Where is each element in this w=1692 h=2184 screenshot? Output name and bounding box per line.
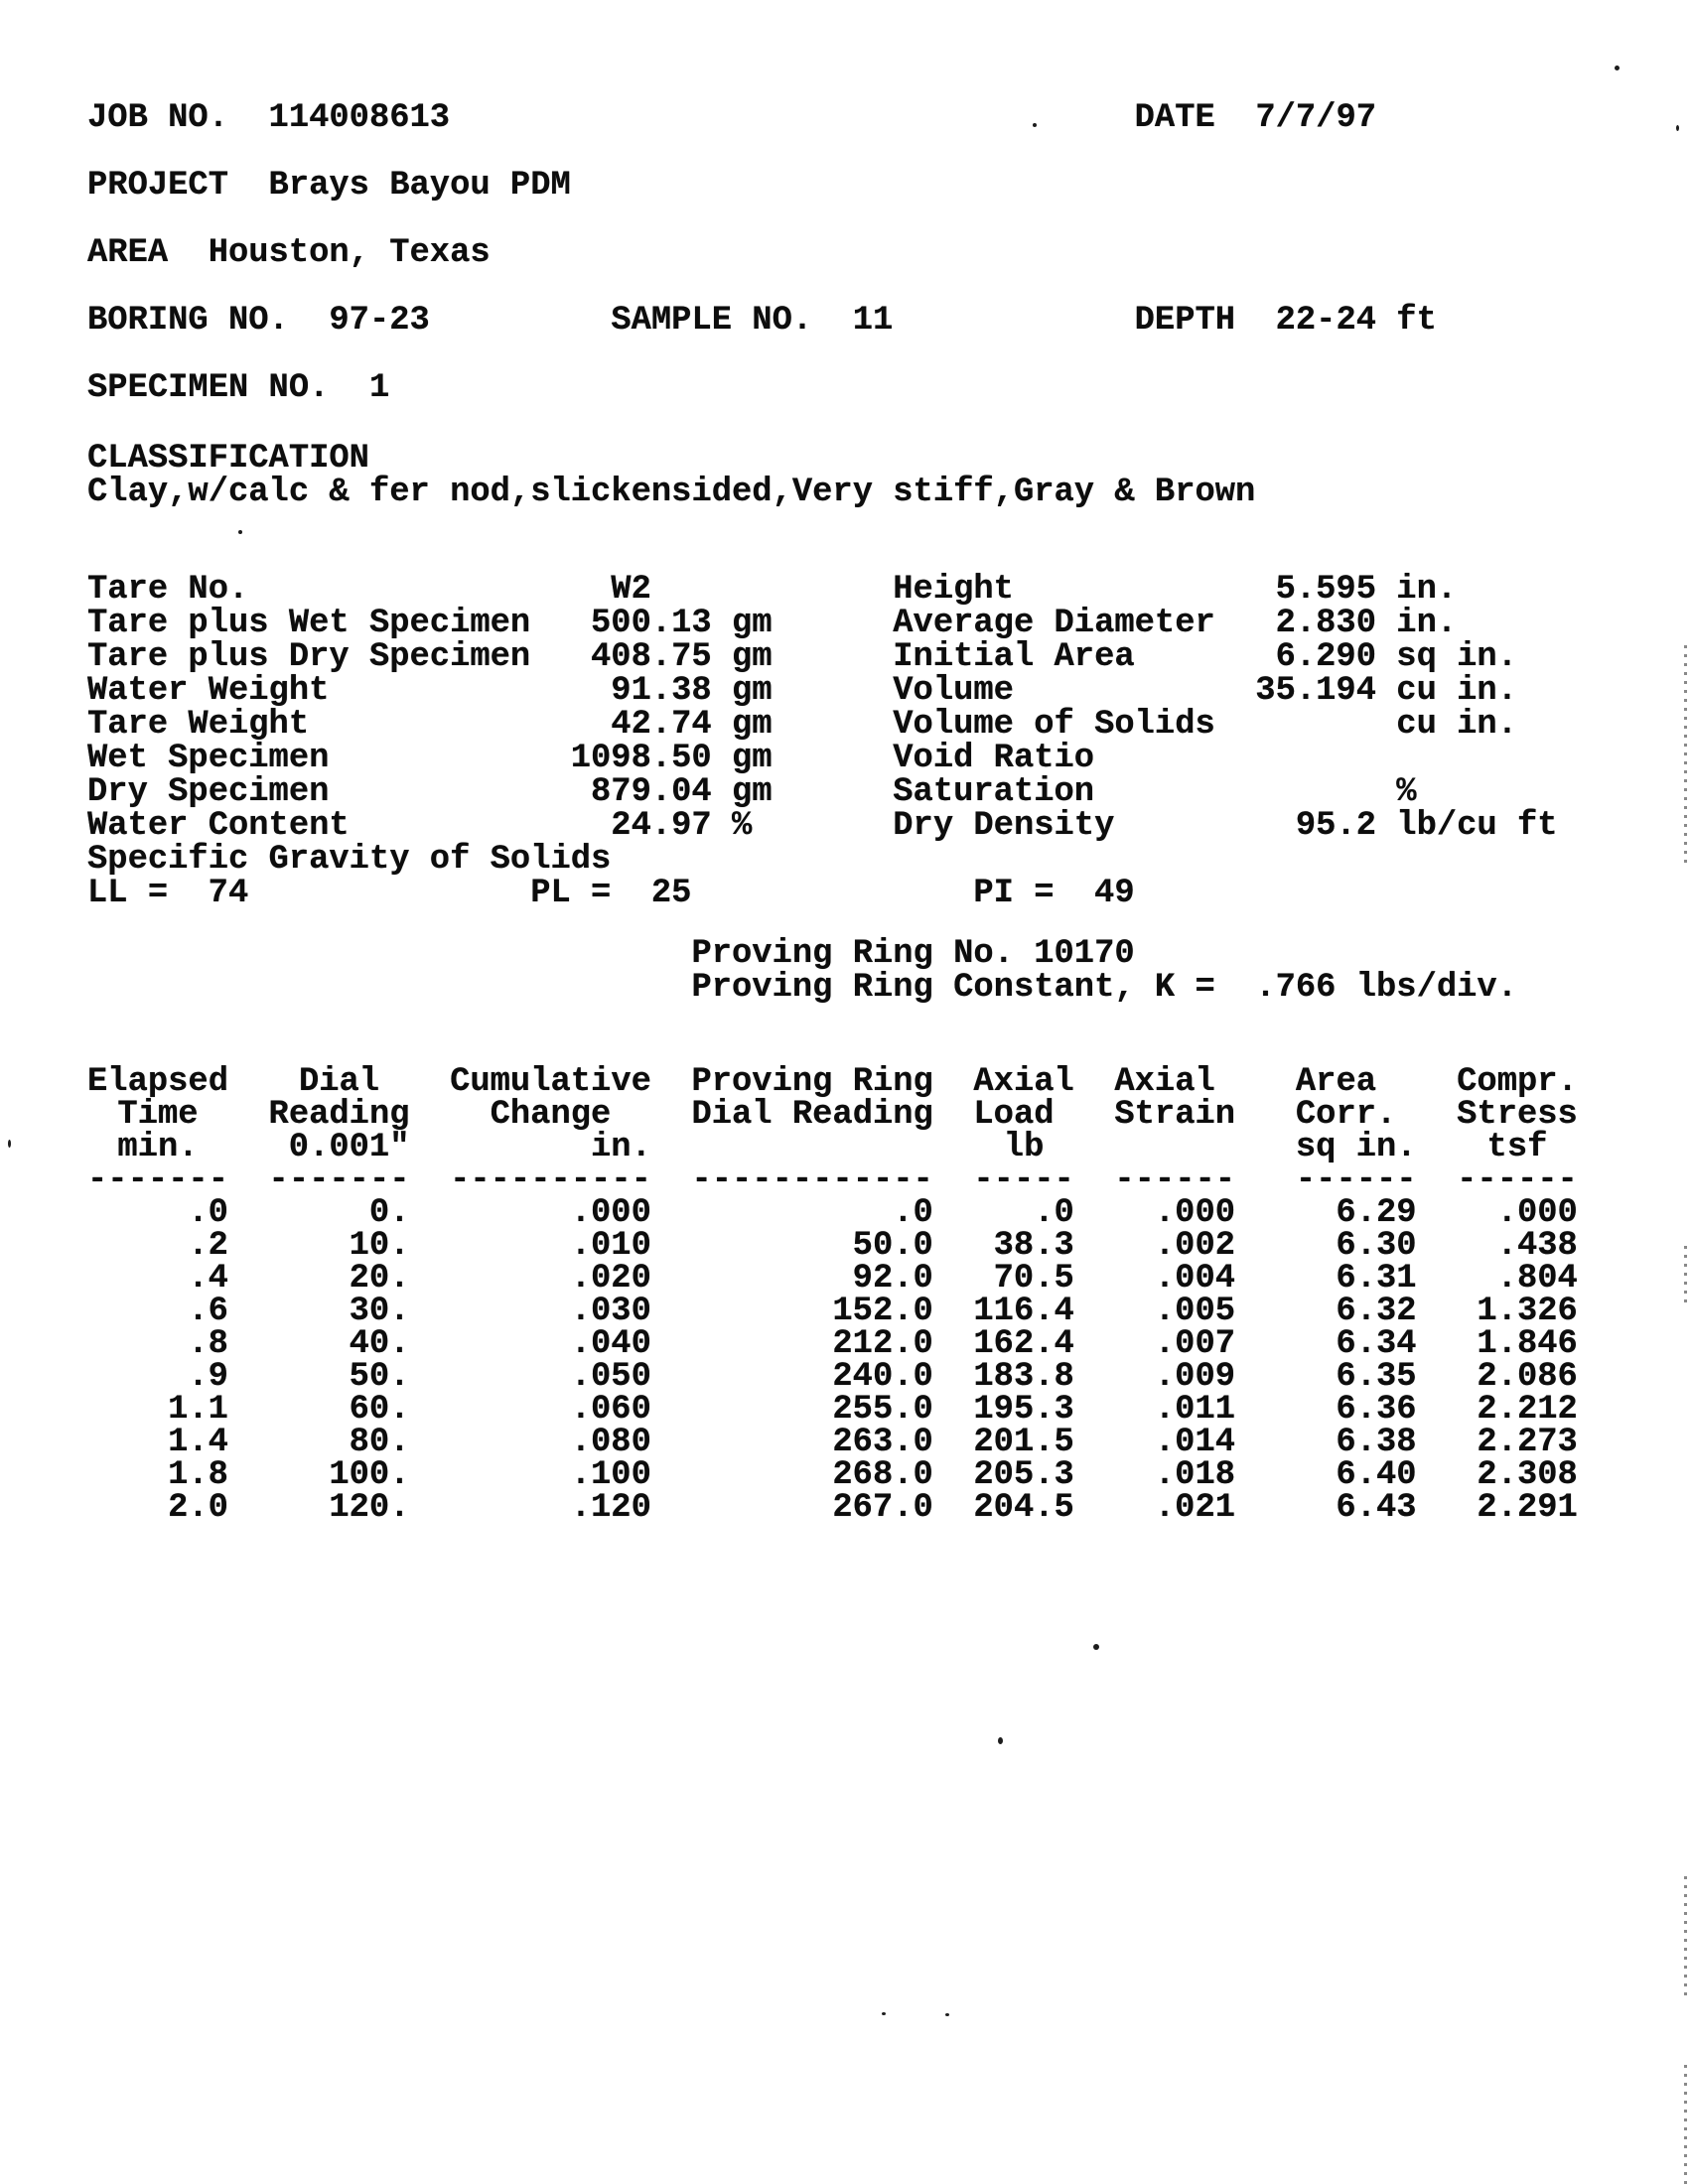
spec-right-unit: cu in. (1396, 706, 1517, 744)
rule-dashes: ------- (87, 1161, 228, 1199)
col-header-load: Load (973, 1096, 1055, 1134)
project-label: PROJECT (87, 167, 228, 205)
spec-left-value: W2 (611, 571, 651, 609)
cell-compr-stress: 2.273 (1477, 1424, 1578, 1461)
spec-right-value: 6.290 (1275, 638, 1376, 676)
col-unit-min: min. (117, 1129, 199, 1166)
scan-edge-artifact (1684, 1876, 1687, 1995)
col-unit-inch: 0.001" (288, 1129, 410, 1166)
area-label: AREA (87, 234, 169, 272)
cell-dial-reading: 60. (349, 1391, 410, 1429)
col-header-axial-strain: Axial (1114, 1063, 1215, 1101)
cell-area-corr: 6.36 (1336, 1391, 1417, 1429)
spec-left-unit: gm (732, 638, 773, 676)
col-header-stress: Stress (1457, 1096, 1578, 1134)
specimen-data-row (87, 674, 1692, 708)
cell-cumulative-change: .000 (570, 1194, 651, 1232)
rule-dashes: ------- (268, 1161, 410, 1199)
cell-axial-strain: .014 (1154, 1424, 1236, 1461)
cell-cumulative-change: .030 (570, 1293, 651, 1330)
table-header-row-2 (87, 1098, 1692, 1132)
spec-left-label: Water Weight (87, 672, 330, 710)
col-header-compr: Compr. (1457, 1063, 1578, 1101)
cell-dial-reading: 50. (349, 1358, 410, 1396)
spec-left-unit: gm (732, 740, 773, 777)
spec-left-value: 500.13 (591, 605, 712, 642)
spec-left-unit: gm (732, 706, 773, 744)
spec-right-unit: lb/cu ft (1396, 807, 1558, 845)
spec-right-unit: cu in. (1396, 672, 1517, 710)
area-value: Houston, Texas (208, 234, 491, 272)
cell-axial-strain: .004 (1154, 1260, 1236, 1297)
col-header-area: Area (1295, 1063, 1377, 1101)
cell-elapsed-time: .0 (188, 1194, 228, 1232)
proving-ring-no-line (87, 937, 1692, 971)
col-header-strain: Strain (1114, 1096, 1236, 1134)
spec-right-label: Dry Density (893, 807, 1115, 845)
scan-speck (1033, 123, 1037, 127)
rule-dashes: ------ (1457, 1161, 1578, 1199)
scan-speck (1093, 1644, 1099, 1650)
cell-axial-strain: .011 (1154, 1391, 1236, 1429)
col-header-axial-load: Axial (973, 1063, 1074, 1101)
cell-area-corr: 6.31 (1336, 1260, 1417, 1297)
rule-dashes: ------ (1295, 1161, 1417, 1199)
specimen-no-label: SPECIMEN NO. (87, 369, 330, 407)
cell-elapsed-time: .8 (188, 1325, 228, 1363)
cell-area-corr: 6.43 (1336, 1489, 1417, 1527)
rule-dashes: ------ (1114, 1161, 1236, 1199)
col-unit-sq-in: sq in. (1295, 1129, 1417, 1166)
table-row (87, 1262, 1692, 1296)
cell-axial-strain: .018 (1154, 1456, 1236, 1494)
cell-cumulative-change: .060 (570, 1391, 651, 1429)
cell-proving-ring-dial: 50.0 (852, 1227, 933, 1265)
proving-ring-constant-label: Proving Ring Constant, K = (691, 969, 1215, 1007)
boring-no-value: 97-23 (329, 302, 430, 340)
scan-speck (998, 1737, 1003, 1744)
spec-left-value: 879.04 (591, 773, 712, 811)
spec-right-label: Volume of Solids (893, 706, 1215, 744)
proving-ring-constant-unit: lbs/div. (1355, 969, 1517, 1007)
rule-dashes: ---------- (450, 1161, 651, 1199)
specimen-data-row (87, 742, 1692, 775)
cell-axial-strain: .007 (1154, 1325, 1236, 1363)
pl-value: 25 (650, 875, 692, 912)
cell-proving-ring-dial: 212.0 (832, 1325, 933, 1363)
cell-dial-reading: 80. (349, 1424, 410, 1461)
col-header-dial-reading: Dial Reading (691, 1096, 933, 1134)
pi-label: PI = (973, 875, 1055, 912)
area-line (87, 236, 1692, 270)
cell-axial-strain: .005 (1154, 1293, 1236, 1330)
spec-left-label: Tare Weight (87, 706, 310, 744)
col-header-proving-ring: Proving Ring (691, 1063, 933, 1101)
cell-compr-stress: .438 (1496, 1227, 1578, 1265)
scan-speck (945, 2013, 949, 2016)
table-row (87, 1196, 1692, 1230)
depth-value: 22-24 ft (1275, 302, 1437, 340)
cell-axial-load: 205.3 (973, 1456, 1074, 1494)
spec-right-label: Initial Area (893, 638, 1135, 676)
cell-elapsed-time: .6 (188, 1293, 228, 1330)
cell-compr-stress: 2.212 (1477, 1391, 1578, 1429)
specimen-data-row (87, 573, 1692, 607)
spec-right-label: Volume (893, 672, 1014, 710)
col-header-time: Time (117, 1096, 199, 1134)
table-row (87, 1458, 1692, 1492)
cell-cumulative-change: .010 (570, 1227, 651, 1265)
cell-axial-load: 116.4 (973, 1293, 1074, 1330)
cell-dial-reading: 100. (329, 1456, 410, 1494)
spec-left-label: Wet Specimen (87, 740, 330, 777)
cell-cumulative-change: .020 (570, 1260, 651, 1297)
table-row (87, 1295, 1692, 1328)
cell-compr-stress: 2.291 (1477, 1489, 1578, 1527)
specimen-data-row (87, 809, 1692, 843)
table-row (87, 1327, 1692, 1361)
col-unit-lb: lb (1003, 1129, 1045, 1166)
cell-cumulative-change: .100 (570, 1456, 651, 1494)
job-date-line (87, 101, 1692, 135)
cell-axial-load: 201.5 (973, 1424, 1074, 1461)
pi-value: 49 (1094, 875, 1135, 912)
spec-left-value: 408.75 (591, 638, 712, 676)
cell-compr-stress: .804 (1496, 1260, 1578, 1297)
atterberg-limits-line (87, 877, 1692, 910)
boring-sample-depth-line (87, 304, 1692, 338)
cell-axial-load: 183.8 (973, 1358, 1074, 1396)
table-header-row-3 (87, 1131, 1692, 1164)
spec-right-value: 2.830 (1275, 605, 1376, 642)
spec-right-value: 95.2 (1295, 807, 1376, 845)
col-header-dial: Dial (298, 1063, 380, 1101)
spec-left-label: Tare No. (87, 571, 249, 609)
scan-speck (8, 1140, 11, 1148)
col-header-elapsed: Elapsed (87, 1063, 228, 1101)
cell-elapsed-time: 2.0 (168, 1489, 228, 1527)
table-row (87, 1491, 1692, 1525)
scan-edge-artifact (1684, 645, 1687, 864)
cell-elapsed-time: 1.8 (168, 1456, 228, 1494)
scan-speck (238, 530, 242, 534)
cell-compr-stress: 2.308 (1477, 1456, 1578, 1494)
cell-dial-reading: 10. (349, 1227, 410, 1265)
proving-ring-constant-line (87, 971, 1692, 1005)
pl-label: PL = (530, 875, 612, 912)
spec-left-label: Dry Specimen (87, 773, 330, 811)
col-header-reading: Reading (268, 1096, 410, 1134)
cell-elapsed-time: .2 (188, 1227, 228, 1265)
cell-dial-reading: 0. (368, 1194, 410, 1232)
spec-left-value: 24.97 (611, 807, 712, 845)
cell-area-corr: 6.38 (1336, 1424, 1417, 1461)
spec-right-unit: % (1396, 773, 1417, 811)
cell-axial-strain: .000 (1154, 1194, 1236, 1232)
cell-dial-reading: 120. (329, 1489, 410, 1527)
sample-no-value: 11 (852, 302, 894, 340)
col-unit-tsf: tsf (1486, 1129, 1548, 1166)
job-no-label: JOB NO. (87, 99, 228, 137)
cell-cumulative-change: .080 (570, 1424, 651, 1461)
cell-proving-ring-dial: 240.0 (832, 1358, 933, 1396)
date-value: 7/7/97 (1255, 99, 1377, 137)
cell-axial-load: 195.3 (973, 1391, 1074, 1429)
spec-left-value: 91.38 (611, 672, 712, 710)
cell-area-corr: 6.30 (1336, 1227, 1417, 1265)
cell-compr-stress: 1.846 (1477, 1325, 1578, 1363)
cell-axial-load: 204.5 (973, 1489, 1074, 1527)
spec-right-label: Average Diameter (893, 605, 1215, 642)
spec-left-unit: % (732, 807, 753, 845)
table-row (87, 1229, 1692, 1263)
cell-elapsed-time: 1.4 (168, 1424, 228, 1461)
spec-left-label: Tare plus Wet Specimen (87, 605, 531, 642)
scan-edge-artifact (1684, 2065, 1687, 2184)
date-label: DATE (1134, 99, 1215, 137)
classification-description-line (87, 476, 1692, 509)
classification-heading-line (87, 442, 1692, 476)
cell-compr-stress: 1.326 (1477, 1293, 1578, 1330)
cell-dial-reading: 30. (349, 1293, 410, 1330)
cell-proving-ring-dial: 152.0 (832, 1293, 933, 1330)
spec-right-label: Void Ratio (893, 740, 1095, 777)
cell-axial-load: .0 (1034, 1194, 1074, 1232)
spec-right-label: Saturation (893, 773, 1095, 811)
boring-no-label: BORING NO. (87, 302, 289, 340)
table-header-row-1 (87, 1065, 1692, 1099)
project-line (87, 169, 1692, 203)
table-row (87, 1360, 1692, 1394)
ll-label: LL = (87, 875, 169, 912)
rule-dashes: ----- (973, 1161, 1074, 1199)
spec-left-value: 42.74 (611, 706, 712, 744)
spec-right-unit: sq in. (1396, 638, 1517, 676)
cell-area-corr: 6.40 (1336, 1456, 1417, 1494)
cell-compr-stress: 2.086 (1477, 1358, 1578, 1396)
cell-cumulative-change: .120 (570, 1489, 651, 1527)
specimen-no-line (87, 371, 1692, 405)
specimen-data-row (87, 775, 1692, 809)
cell-proving-ring-dial: 255.0 (832, 1391, 933, 1429)
spec-right-value: 35.194 (1255, 672, 1376, 710)
cell-area-corr: 6.35 (1336, 1358, 1417, 1396)
cell-area-corr: 6.32 (1336, 1293, 1417, 1330)
classification-description: Clay,w/calc & fer nod,slickensided,Very stiff,Gray & Brown (87, 474, 1256, 511)
specific-gravity-label: Specific Gravity of Solids (87, 841, 612, 879)
project-value: Brays Bayou PDM (268, 167, 571, 205)
cell-area-corr: 6.29 (1336, 1194, 1417, 1232)
specimen-data-row (87, 607, 1692, 640)
cell-axial-strain: .021 (1154, 1489, 1236, 1527)
ll-value: 74 (208, 875, 249, 912)
classification-label: CLASSIFICATION (87, 440, 369, 478)
cell-elapsed-time: .4 (188, 1260, 228, 1297)
specimen-data-row (87, 640, 1692, 674)
specimen-no-value: 1 (368, 369, 390, 407)
cell-axial-load: 162.4 (973, 1325, 1074, 1363)
scan-speck (882, 2012, 886, 2015)
spec-left-unit: gm (732, 773, 773, 811)
scan-edge-artifact (1684, 1246, 1687, 1305)
cell-cumulative-change: .050 (570, 1358, 651, 1396)
spec-right-unit: in. (1396, 605, 1458, 642)
proving-ring-no-value: 10170 (1034, 935, 1135, 973)
cell-dial-reading: 40. (349, 1325, 410, 1363)
scan-speck (1676, 125, 1679, 131)
job-no-value: 114008613 (268, 99, 451, 137)
cell-cumulative-change: .040 (570, 1325, 651, 1363)
proving-ring-constant-value: .766 (1255, 969, 1337, 1007)
table-header-rule-row (87, 1163, 1692, 1197)
table-row (87, 1393, 1692, 1427)
col-header-corr: Corr. (1295, 1096, 1397, 1134)
cell-area-corr: 6.34 (1336, 1325, 1417, 1363)
scan-speck (1615, 66, 1620, 70)
col-header-change: Change (490, 1096, 612, 1134)
table-row (87, 1426, 1692, 1459)
cell-proving-ring-dial: 92.0 (852, 1260, 933, 1297)
spec-right-label: Height (893, 571, 1014, 609)
cell-elapsed-time: .9 (188, 1358, 228, 1396)
cell-axial-strain: .009 (1154, 1358, 1236, 1396)
sample-no-label: SAMPLE NO. (611, 302, 813, 340)
spec-left-unit: gm (732, 605, 773, 642)
spec-right-value: 5.595 (1275, 571, 1376, 609)
cell-compr-stress: .000 (1496, 1194, 1578, 1232)
spec-left-value: 1098.50 (570, 740, 712, 777)
cell-proving-ring-dial: 267.0 (832, 1489, 933, 1527)
cell-proving-ring-dial: 268.0 (832, 1456, 933, 1494)
specimen-data-row (87, 708, 1692, 742)
specific-gravity-line (87, 843, 1692, 877)
spec-left-unit: gm (732, 672, 773, 710)
col-header-cumulative: Cumulative (450, 1063, 651, 1101)
cell-axial-strain: .002 (1154, 1227, 1236, 1265)
spec-right-unit: in. (1396, 571, 1458, 609)
rule-dashes: ------------ (691, 1161, 933, 1199)
cell-dial-reading: 20. (349, 1260, 410, 1297)
cell-elapsed-time: 1.1 (168, 1391, 228, 1429)
spec-left-label: Water Content (87, 807, 350, 845)
proving-ring-no-label: Proving Ring No. (691, 935, 1014, 973)
cell-proving-ring-dial: 263.0 (832, 1424, 933, 1461)
depth-label: DEPTH (1134, 302, 1236, 340)
col-unit-in: in. (591, 1129, 651, 1166)
spec-left-label: Tare plus Dry Specimen (87, 638, 531, 676)
cell-proving-ring-dial: .0 (893, 1194, 933, 1232)
cell-axial-load: 70.5 (993, 1260, 1074, 1297)
cell-axial-load: 38.3 (993, 1227, 1074, 1265)
